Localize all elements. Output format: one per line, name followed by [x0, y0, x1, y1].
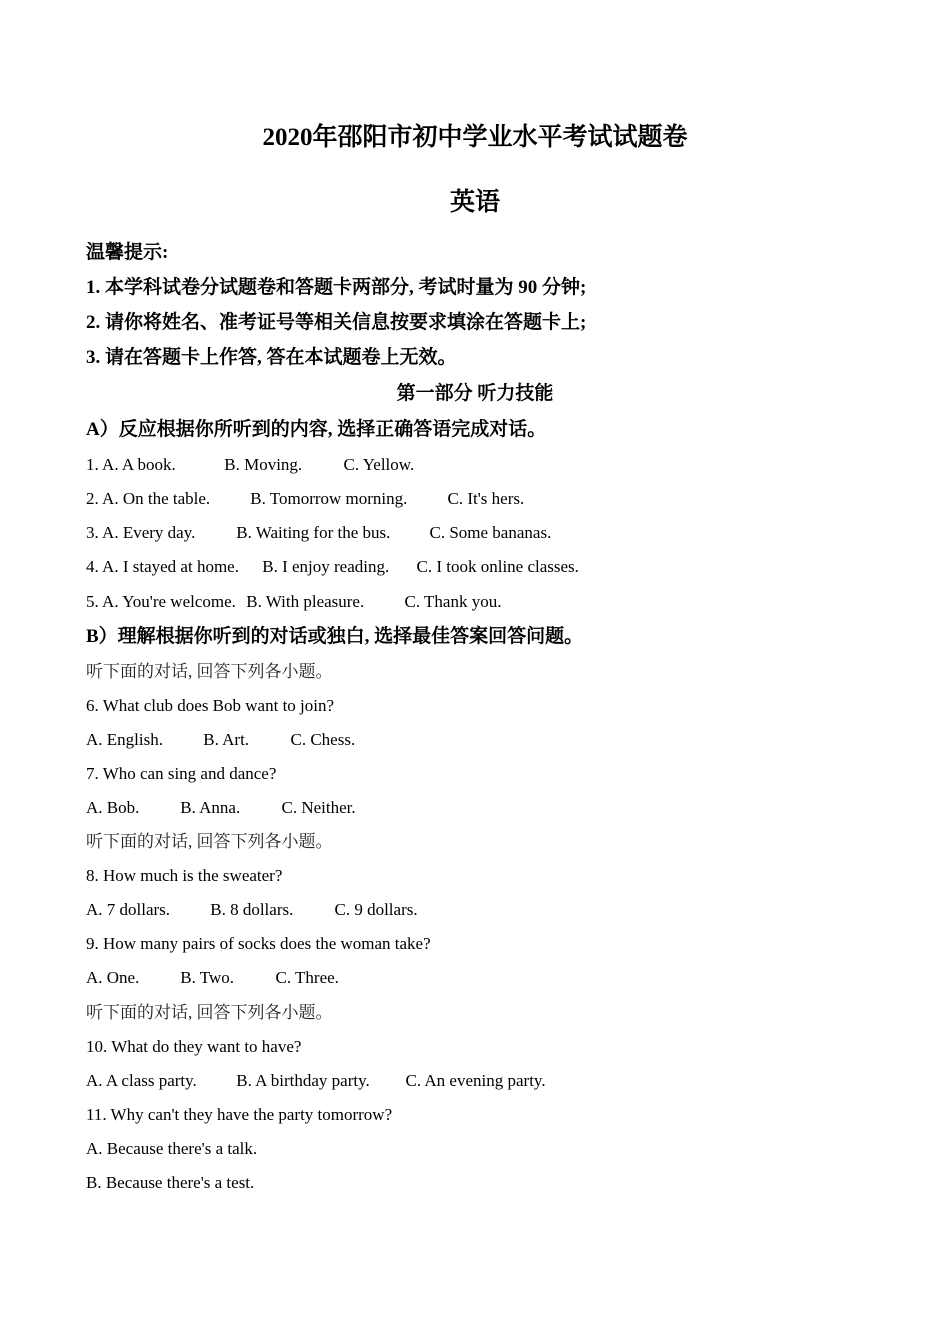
q5-option-b: B. With pleasure. [246, 592, 365, 611]
question-6-options [86, 728, 355, 752]
q2-option-a: 2. A. On the table. [86, 489, 211, 508]
q3-option-b: B. Waiting for the bus. [236, 523, 391, 542]
q5-option-c: C. Thank you. [404, 592, 502, 611]
q7-option-b: B. Anna. [180, 798, 241, 817]
question-10-options [86, 1069, 546, 1093]
subject-title: 英语 [449, 189, 500, 216]
question-9-options [86, 966, 339, 990]
q10-option-c: C. An evening party. [405, 1071, 546, 1090]
question-1 [86, 453, 414, 477]
q6-option-c: C. Chess. [290, 730, 356, 749]
q10-option-b: B. A birthday party. [236, 1071, 370, 1090]
q4-option-a: 4. A. I stayed at home. [86, 557, 239, 576]
question-3 [86, 521, 551, 545]
q7-option-a: A. Bob. [86, 798, 140, 817]
q11-option-b: B. Because there's a test. [86, 1173, 255, 1192]
section-a-instruction: A）反应根据你所听到的内容, 选择正确答语完成对话。 [86, 419, 547, 440]
q10-option-a: A. A class party. [86, 1071, 197, 1090]
notice-heading: 温馨提示: [86, 242, 169, 263]
question-6-stem: 6. What club does Bob want to join? [86, 696, 335, 715]
q1-option-b: B. Moving. [224, 455, 303, 474]
q5-option-a: 5. A. You're welcome. [86, 592, 236, 611]
exam-title: 2020年邵阳市初中学业水平考试试题卷 [262, 124, 688, 151]
question-11-stem: 11. Why can't they have the party tomorrow? [86, 1105, 393, 1124]
part1-title: 第一部分 听力技能 [396, 383, 554, 404]
notice-item-2: 2. 请你将姓名、准考证号等相关信息按要求填涂在答题卡上; [86, 312, 587, 333]
question-9-stem: 9. How many pairs of socks does the woman take? [86, 934, 431, 953]
listen-note-2: 听下面的对话, 回答下列各小题。 [86, 832, 333, 851]
q9-option-a: A. One. [86, 968, 140, 987]
q9-option-c: C. Three. [275, 968, 339, 987]
question-4 [86, 555, 579, 579]
q1-option-a: 1. A. A book. [86, 455, 176, 474]
notice-item-3: 3. 请在答题卡上作答, 答在本试题卷上无效。 [86, 347, 457, 368]
q4-option-c: C. I took online classes. [416, 557, 579, 576]
question-7-stem: 7. Who can sing and dance? [86, 764, 277, 783]
listen-note-3: 听下面的对话, 回答下列各小题。 [86, 1003, 333, 1022]
q9-option-b: B. Two. [180, 968, 235, 987]
q1-option-c: C. Yellow. [343, 455, 415, 474]
q3-option-c: C. Some bananas. [429, 523, 552, 542]
q7-option-c: C. Neither. [281, 798, 356, 817]
q8-option-c: C. 9 dollars. [334, 900, 418, 919]
question-8-stem: 8. How much is the sweater? [86, 866, 283, 885]
question-10-stem: 10. What do they want to have? [86, 1037, 302, 1056]
notice-item-1: 1. 本学科试卷分试题卷和答题卡两部分, 考试时量为 90 分钟; [86, 277, 587, 298]
q8-option-a: A. 7 dollars. [86, 900, 171, 919]
q11-option-a: A. Because there's a talk. [86, 1139, 258, 1158]
q2-option-c: C. It's hers. [447, 489, 525, 508]
question-2 [86, 487, 524, 511]
question-5 [86, 590, 501, 614]
q6-option-a: A. English. [86, 730, 163, 749]
q6-option-b: B. Art. [203, 730, 250, 749]
listen-note-1: 听下面的对话, 回答下列各小题。 [86, 662, 333, 681]
question-7-options [86, 796, 356, 820]
q4-option-b: B. I enjoy reading. [262, 557, 390, 576]
section-b-instruction: B）理解根据你听到的对话或独白, 选择最佳答案回答问题。 [86, 626, 584, 647]
q3-option-a: 3. A. Every day. [86, 523, 196, 542]
question-8-options [86, 898, 418, 922]
q2-option-b: B. Tomorrow morning. [250, 489, 408, 508]
q8-option-b: B. 8 dollars. [210, 900, 294, 919]
